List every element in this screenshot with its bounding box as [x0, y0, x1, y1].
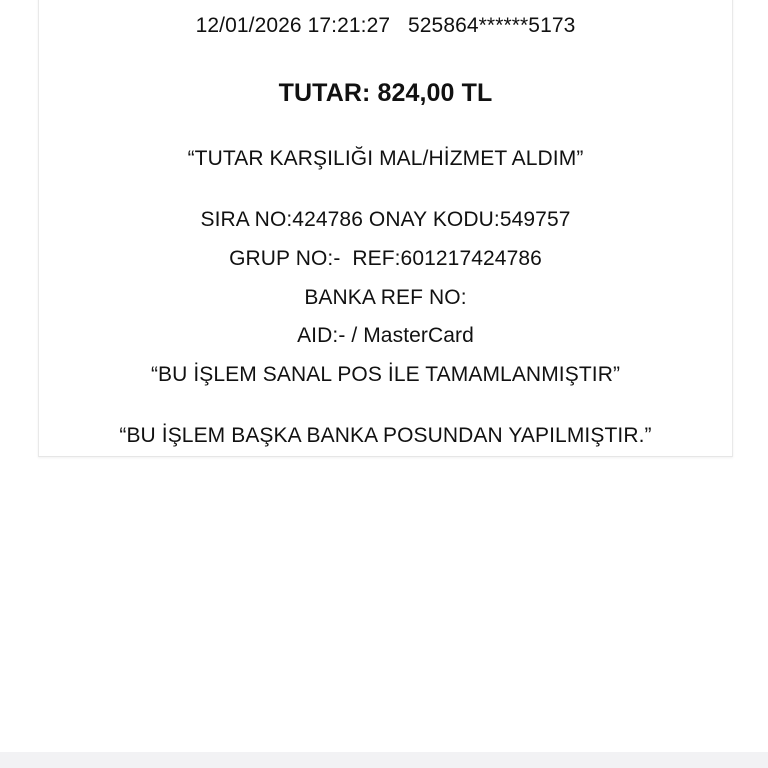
amount-line: TUTAR: 824,00 TL [278, 79, 493, 107]
datetime-card-line [39, 13, 732, 39]
other-bank-note: “BU İŞLEM BAŞKA BANKA POSUNDAN YAPILMIŞTIR.” [119, 424, 652, 447]
transaction-datetime: 12/01/2026 17:21:27 [195, 14, 391, 37]
sequence-approval-line: SIRA NO:424786 ONAY KODU:549757 [200, 208, 571, 231]
bottom-bar [0, 752, 768, 768]
bank-ref-line: BANKA REF NO: [304, 286, 467, 309]
group-ref-line: GRUP NO:- REF:601217424786 [229, 247, 542, 270]
receipt-slip [38, 0, 733, 457]
virtual-pos-note: “BU İŞLEM SANAL POS İLE TAMAMLANMIŞTIR” [150, 363, 621, 386]
masked-card-number: 525864******5173 [407, 14, 576, 37]
aid-line: AID:- / MasterCard [297, 324, 474, 347]
acknowledgement-text: “TUTAR KARŞILIĞI MAL/HİZMET ALDIM” [187, 147, 584, 170]
